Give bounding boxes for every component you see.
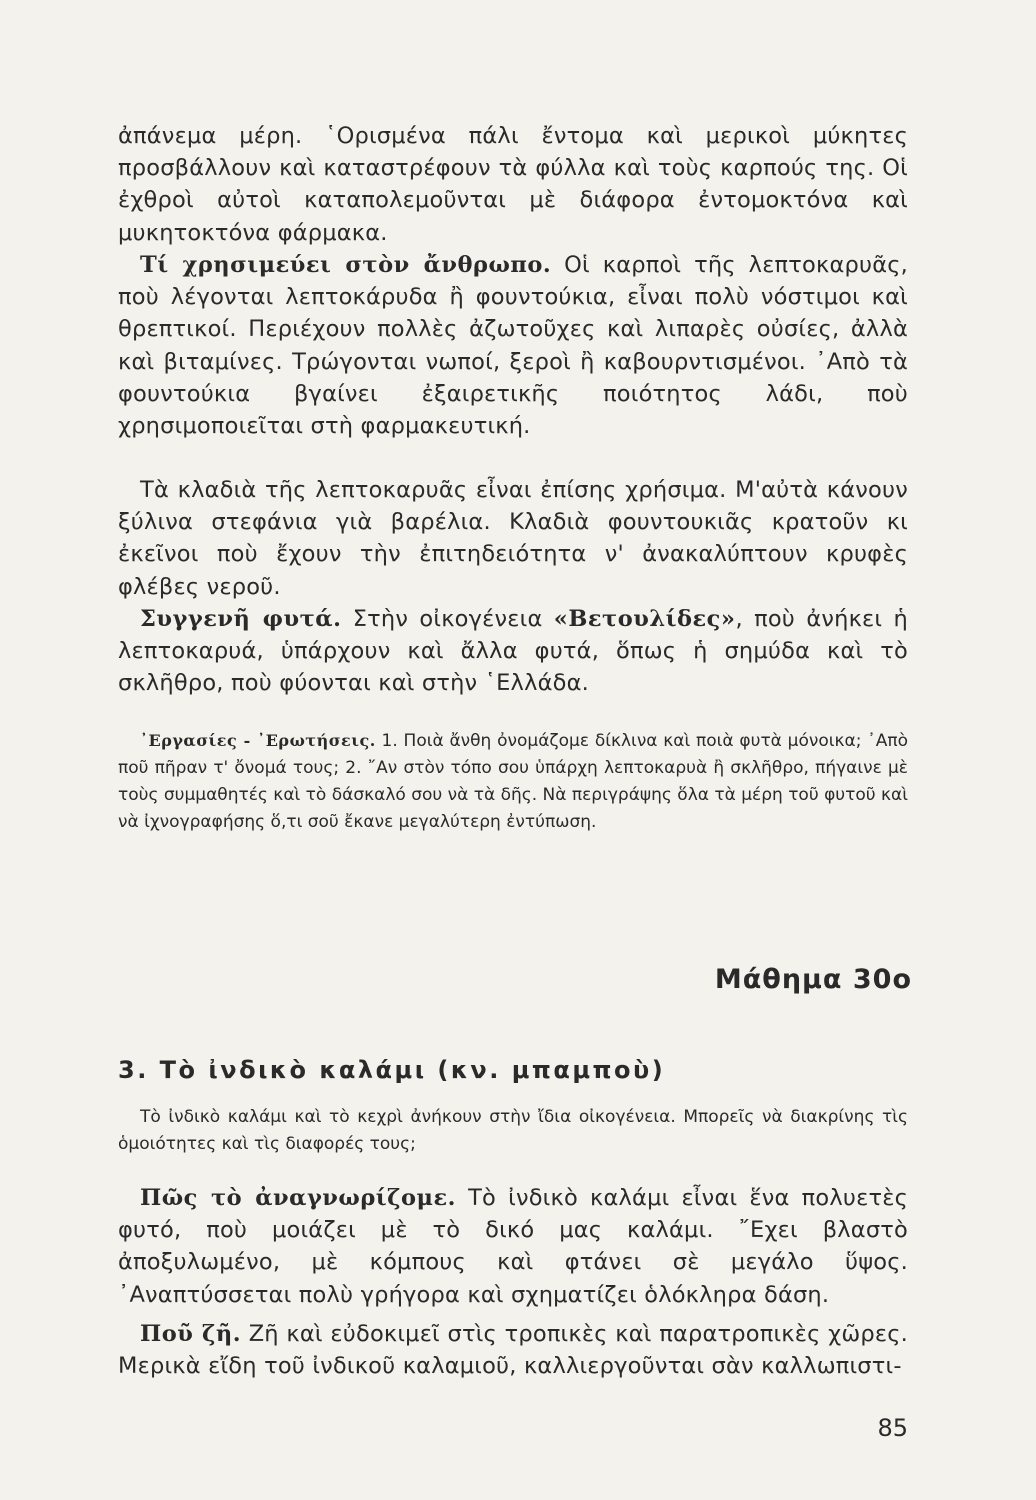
related-plants-heading: Συγγενῆ φυτά. <box>140 606 342 632</box>
related-plants-text-a: Στὴν οἰκογένεια <box>341 606 554 632</box>
paragraph-habitat <box>118 1318 908 1382</box>
related-plants-text-b: , ποὺ ἀνήκει ἡ λεπτοκαρυά, ὑπάρχουν καὶ ἄλλα φυτά, ὅπως ἡ σημύδα καὶ τὸ σκλῆθρο, ποὺ φύονται καὶ στὴν ῾Ελλάδα. <box>118 606 908 697</box>
branches-text: Τὰ κλαδιὰ τῆς λεπτοκαρυᾶς εἶναι ἐπίσης χρήσιμα. Μ'αὐτὰ κάνουν ξύλινα στεφάνια γιὰ βαρέλια. Κλαδιὰ φουντουκιᾶς κρατοῦν κι ἐκεῖνοι ποὺ ἔχουν τὴν ἐπιτηδειότητα ν' ἀνακαλύπτουν κρυφὲς φλέβες νεροῦ. <box>118 477 908 600</box>
exercises-heading: ᾿Εργασίες - ᾿Ερωτήσεις. <box>140 731 376 750</box>
exercises-text: 1. Ποιὰ ἄνθη ὀνομάζομε δίκλινα καὶ ποιὰ φυτὰ μόνοικα; ᾿Απὸ ποῦ πῆραν τ' ὄνομά τους; 2. ῎Αν στὸν τόπο σου ὑπάρχη λεπτοκαρυὰ ἢ σκλῆθρο, πήγαινε μὲ τοὺς συμμαθητές καὶ τὸ δάσκαλό σου νὰ τὰ δῆς. Νὰ περιγράψης ὅλα τὰ μέρη τοῦ φυτοῦ καὶ νὰ ἰχνογραφήσης ὅ,τι σοῦ ἔκανε μεγαλύτερη ἐντύπωση. <box>118 731 908 832</box>
section-heading: 3. Τὸ ἰνδικὸ καλάμι (κν. μπαμποὺ) <box>118 1056 666 1084</box>
paragraph-pests <box>118 120 908 249</box>
uses-text: Οἱ καρποὶ τῆς λεπτοκαρυᾶς, ποὺ λέγονται λεπτοκάρυδα ἢ φουντούκια, εἶναι πολὺ νόστιμοι καὶ θρεπτικοί. Περιέχουν πολλὲς ἀζωτοῦχες καὶ λιπαρὲς οὐσίες, ἀλλὰ καὶ βιταμίνες. Τρώγονται νωποί, ξεροὶ ἢ καβουρντισμένοι. ᾿Απὸ τὰ φουντούκια βγαίνει ἐξαιρετικῆς ποιότητος λάδι, ποὺ χρησιμοποιεῖται στὴ φαρμακευτική. <box>118 252 908 440</box>
identification-text: Τὸ ἰνδικὸ καλάμι εἶναι ἕνα πολυετὲς φυτό, ποὺ μοιάζει μὲ τὸ δικό μας καλάμι. ῎Εχει βλαστὸ ἀποξυλωμένο, μὲ κόμπους καὶ φτάνει σὲ μεγάλο ὕψος. ᾿Αναπτύσσεται πολὺ γρήγορα καὶ σχηματίζει ὁλόκληρα δάση. <box>118 1185 908 1308</box>
intro-text: Τὸ ἰνδικὸ καλάμι καὶ τὸ κεχρὶ ἀνήκουν στὴν ἴδια οἰκογένεια. Μπορεῖς νὰ διακρίνης τὶς ὁμοιότητες καὶ τὶς διαφορές τους; <box>118 1107 908 1154</box>
habitat-heading: Ποῦ ζῆ. <box>140 1321 242 1347</box>
exercises-block <box>118 727 908 836</box>
uses-heading: Τί χρησιμεύει στὸν ἄνθρωπο. <box>140 252 552 278</box>
paragraph-related-plants <box>118 603 908 700</box>
family-name: «Βετουλίδες» <box>553 606 736 632</box>
paragraph-uses <box>118 249 908 442</box>
paragraph-pests-text: ἀπάνεμα μέρη. ῾Ορισμένα πάλι ἔντομα καὶ μερικοὶ μύκητες προσβάλλουν καὶ καταστρέφουν τὰ φύλλα καὶ τοὺς καρπούς της. Οἱ ἐχθροὶ αὐτοὶ καταπολεμοῦνται μὲ διάφορα ἐντομοκτόνα καὶ μυκητοκτόνα φάρμακα. <box>118 123 908 246</box>
habitat-text: Ζῆ καὶ εὐδοκιμεῖ στὶς τροπικὲς καὶ παρατροπικὲς χῶρες. Μερικὰ εἴδη τοῦ ἰνδικοῦ καλαμιοῦ, καλλιεργοῦνται σὰν καλλωπιστι- <box>118 1321 909 1380</box>
identification-heading: Πῶς τὸ ἀναγνωρίζομε. <box>140 1185 456 1211</box>
paragraph-identification <box>118 1182 908 1311</box>
page-number: 85 <box>877 1414 908 1442</box>
intro-question <box>118 1104 908 1158</box>
paragraph-branches <box>118 474 908 603</box>
lesson-title: Μάθημα 30ο <box>714 964 912 995</box>
